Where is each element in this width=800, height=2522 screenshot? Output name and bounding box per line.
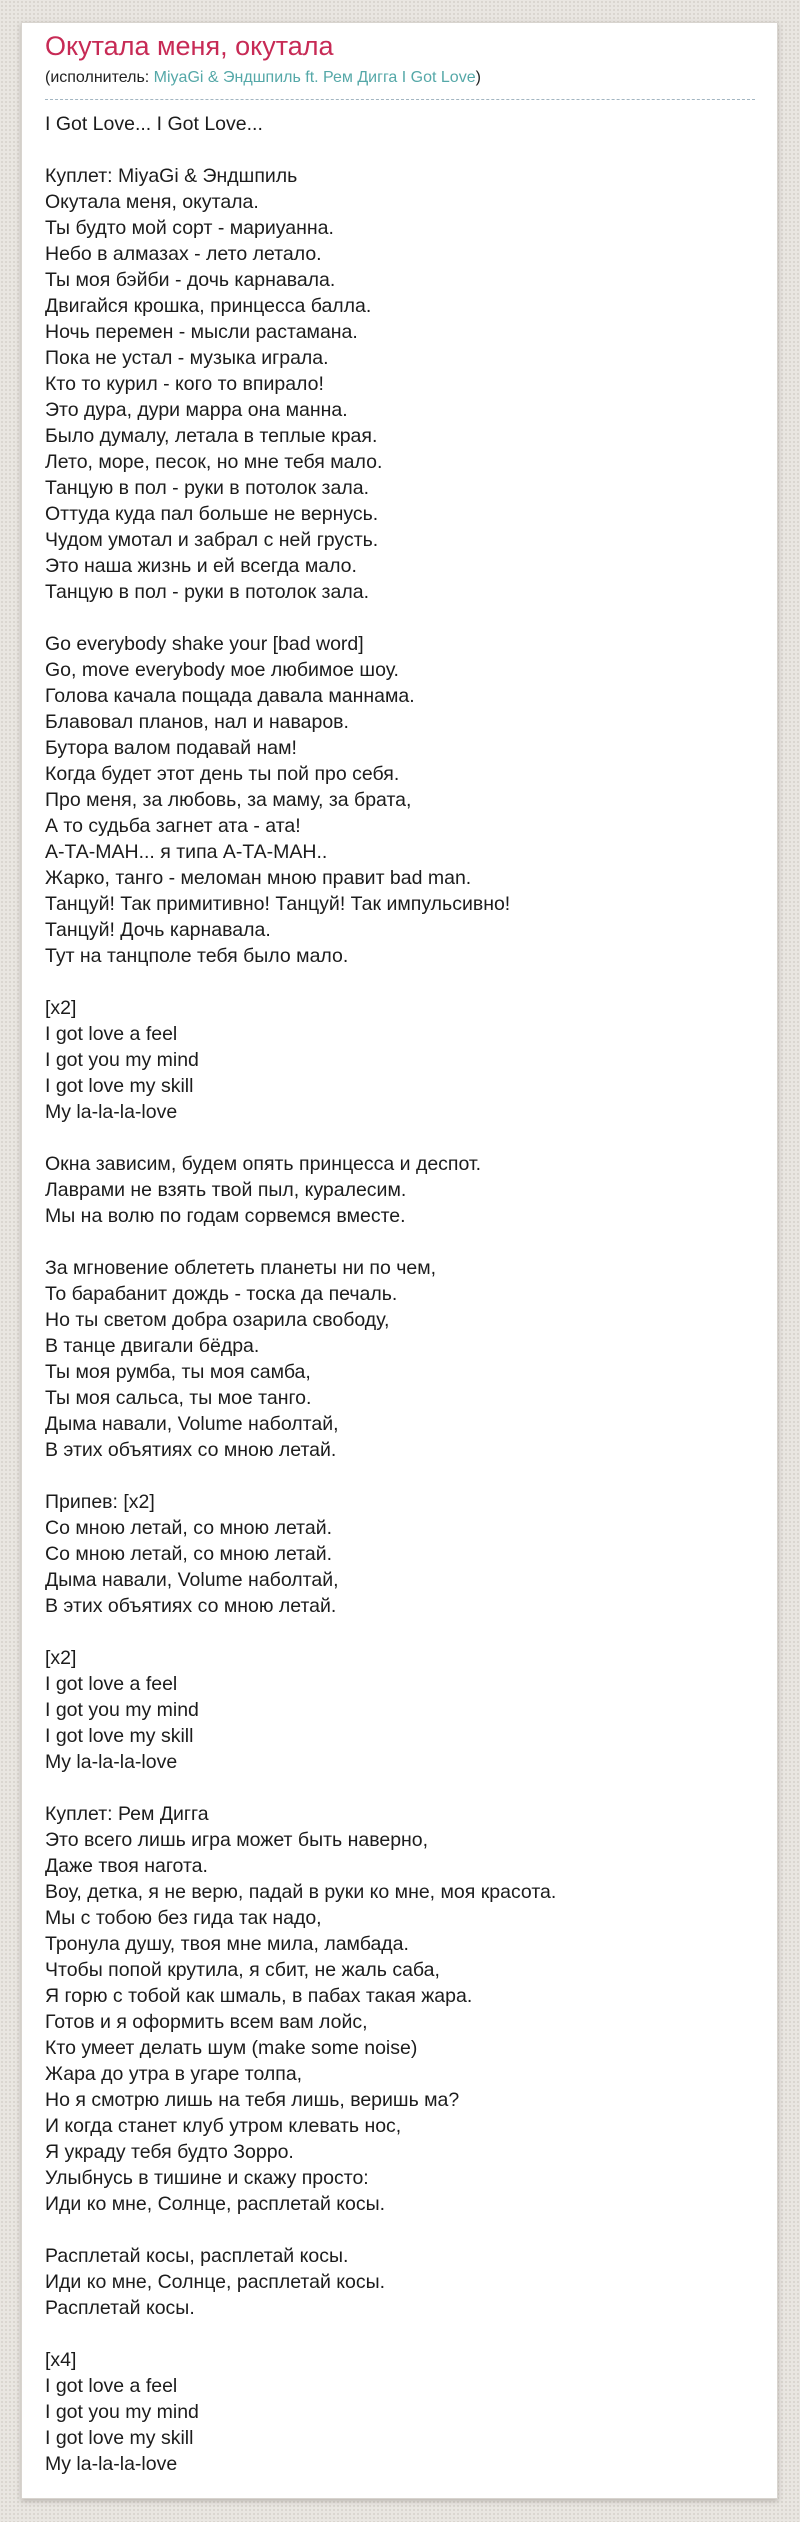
lyric-line: Окна зависим, будем опять принцесса и деспот. xyxy=(45,1153,482,1175)
lyric-line: [x2] xyxy=(45,997,77,1019)
lyric-line: My la-la-la-love xyxy=(45,1751,178,1773)
lyric-line: За мгновение облететь планеты ни по чем, xyxy=(45,1257,437,1279)
song-title: Окутала меня, окутала xyxy=(45,31,334,61)
lyric-line: Но ты светом добра озарила свободу, xyxy=(45,1309,390,1331)
lyric-line: Танцую в пол - руки в потолок зала. xyxy=(45,581,369,603)
lyric-line: I got love a feel xyxy=(45,1673,178,1695)
stanza-gap xyxy=(45,2321,755,2347)
lyric-line: Дыма навали, Volume наболтай, xyxy=(45,1413,339,1435)
lyric-line: Я горю с тобой как шмаль, в пабах такая жара. xyxy=(45,1985,473,2007)
stanza-gap xyxy=(45,1775,755,1801)
lyric-line: Оттуда куда пал больше не вернусь. xyxy=(45,503,379,525)
lyric-line: Про меня, за любовь, за маму, за брата, xyxy=(45,789,412,811)
lyric-line: Go, move everybody мое любимое шоу. xyxy=(45,659,399,681)
lyrics-text xyxy=(45,111,755,2477)
lyrics-card xyxy=(21,22,778,2499)
lyric-line: Это дура, дури марра она манна. xyxy=(45,399,348,421)
lyric-line: I got love a feel xyxy=(45,1023,178,1045)
lyric-line: Танцую в пол - руки в потолок зала. xyxy=(45,477,369,499)
lyric-line: Это наша жизнь и ей всегда мало. xyxy=(45,555,357,577)
lyric-line: Это всего лишь игра может быть наверно, xyxy=(45,1829,429,1851)
lyric-line: Ты будто мой сорт - мариуанна. xyxy=(45,217,334,239)
lyric-line: Иди ко мне, Солнце, расплетай косы. xyxy=(45,2193,386,2215)
lyric-line: Танцуй! Так примитивно! Танцуй! Так импульсивно! xyxy=(45,893,511,915)
artist-line xyxy=(45,67,755,100)
lyric-line: Но я смотрю лишь на тебя лишь, веришь ма? xyxy=(45,2089,460,2111)
lyric-line: Лаврами не взять твой пыл, куралесим. xyxy=(45,1179,407,1201)
lyric-line: Небо в алмазах - лето летало. xyxy=(45,243,322,265)
lyric-line: Двигайся крошка, принцесса балла. xyxy=(45,295,372,317)
lyric-line: Даже твоя нагота. xyxy=(45,1855,208,1877)
lyric-line: Куплет: MiyaGi & Эндшпиль xyxy=(45,165,298,187)
lyric-line: Со мною летай, со мною летай. xyxy=(45,1517,333,1539)
lyric-line: [x2] xyxy=(45,1647,77,1669)
artist-label-prefix: (исполнитель: xyxy=(45,69,154,86)
lyric-line: I Got Love... I Got Love... xyxy=(45,113,263,135)
lyric-line: Со мною летай, со мною летай. xyxy=(45,1543,333,1565)
lyric-line: Куплет: Рем Дигга xyxy=(45,1803,209,1825)
lyric-line: Расплетай косы. xyxy=(45,2297,195,2319)
stanza-gap xyxy=(45,2217,755,2243)
lyric-line: Готов и я оформить всем вам лойс, xyxy=(45,2011,368,2033)
stanza-gap xyxy=(45,1463,755,1489)
lyric-line: Блавовал планов, нал и наваров. xyxy=(45,711,349,733)
lyric-line: I got love my skill xyxy=(45,2427,194,2449)
lyric-line: My la-la-la-love xyxy=(45,2453,178,2475)
stanza-gap xyxy=(45,969,755,995)
lyric-line: И когда станет клуб утром клевать нос, xyxy=(45,2115,402,2137)
lyric-line: I got love my skill xyxy=(45,1075,194,1097)
lyric-line: В танце двигали бёдра. xyxy=(45,1335,260,1357)
lyric-line: Голова качала пощада давала маннама. xyxy=(45,685,415,707)
lyric-line: А то судьба загнет ата - ата! xyxy=(45,815,301,837)
lyric-line: Ты моя бэйби - дочь карнавала. xyxy=(45,269,336,291)
stanza-gap xyxy=(45,605,755,631)
lyric-line: Ты моя румба, ты моя самба, xyxy=(45,1361,311,1383)
lyric-line: Мы на волю по годам сорвемся вместе. xyxy=(45,1205,406,1227)
lyric-line: Пока не устал - музыка играла. xyxy=(45,347,329,369)
lyric-line: Было думалу, летала в теплые края. xyxy=(45,425,378,447)
lyric-line: I got you my mind xyxy=(45,1049,199,1071)
lyric-line: Улыбнусь в тишине и скажу просто: xyxy=(45,2167,369,2189)
lyric-line: Жара до утра в угаре толпа, xyxy=(45,2063,303,2085)
lyric-line: Жарко, танго - меломан мною правит bad man. xyxy=(45,867,472,889)
lyric-line: Расплетай косы, расплетай косы. xyxy=(45,2245,349,2267)
stanza-gap xyxy=(45,1125,755,1151)
lyric-line: То барабанит дождь - тоска да печаль. xyxy=(45,1283,398,1305)
lyric-line: Припев: [x2] xyxy=(45,1491,155,1513)
lyric-line: Чтобы попой крутила, я сбит, не жаль саба, xyxy=(45,1959,440,1981)
lyric-line: Иди ко мне, Солнце, расплетай косы. xyxy=(45,2271,386,2293)
lyric-line: I got love a feel xyxy=(45,2375,178,2397)
lyric-line: Когда будет этот день ты пой про себя. xyxy=(45,763,400,785)
lyric-line: Чудом умотал и забрал с ней грусть. xyxy=(45,529,379,551)
stanza-gap xyxy=(45,1619,755,1645)
lyric-line: Кто умеет делать шум (make some noise) xyxy=(45,2037,418,2059)
lyric-line: Я украду тебя будто Зорро. xyxy=(45,2141,294,2163)
lyric-line: Бутора валом подавай нам! xyxy=(45,737,297,759)
lyric-line: I got you my mind xyxy=(45,2401,199,2423)
lyric-line: My la-la-la-love xyxy=(45,1101,178,1123)
lyric-line: Воу, детка, я не верю, падай в руки ко мне, моя красота. xyxy=(45,1881,557,1903)
lyric-line: В этих объятиях со мною летай. xyxy=(45,1439,337,1461)
lyric-line: А-ТА-МАН... я типа А-ТА-МАН.. xyxy=(45,841,328,863)
artist-label-suffix: ) xyxy=(475,69,481,86)
lyric-line: I got love my skill xyxy=(45,1725,194,1747)
lyric-line: Мы с тобою без гида так надо, xyxy=(45,1907,322,1929)
lyric-line: Go everybody shake your [bad word] xyxy=(45,633,364,655)
lyric-line: Танцуй! Дочь карнавала. xyxy=(45,919,271,941)
lyric-line: Ты моя сальса, ты мое танго. xyxy=(45,1387,312,1409)
artist-link[interactable]: MiyaGi & Эндшпиль ft. Рем Дигга I Got Love xyxy=(153,69,476,86)
lyric-line: Окутала меня, окутала. xyxy=(45,191,259,213)
lyric-line: Кто то курил - кого то впирало! xyxy=(45,373,324,395)
lyric-line: I got you my mind xyxy=(45,1699,199,1721)
stanza-gap xyxy=(45,137,755,163)
lyric-line: Тронула душу, твоя мне мила, ламбада. xyxy=(45,1933,409,1955)
lyric-line: Ночь перемен - мысли растамана. xyxy=(45,321,358,343)
lyric-line: Дыма навали, Volume наболтай, xyxy=(45,1569,339,1591)
stanza-gap xyxy=(45,1229,755,1255)
lyric-line: Лето, море, песок, но мне тебя мало. xyxy=(45,451,383,473)
lyric-line: Тут на танцполе тебя было мало. xyxy=(45,945,349,967)
lyric-line: В этих объятиях со мною летай. xyxy=(45,1595,337,1617)
lyric-line: [x4] xyxy=(45,2349,77,2371)
